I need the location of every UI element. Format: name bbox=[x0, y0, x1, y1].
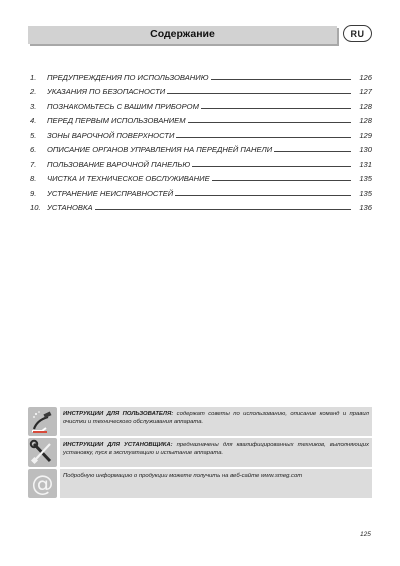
at-sign-icon bbox=[28, 469, 57, 498]
toc-number: 1. bbox=[30, 72, 37, 82]
toc-number: 3. bbox=[30, 101, 37, 111]
toc-number: 9. bbox=[30, 188, 37, 198]
toc-page-number: 135 bbox=[359, 188, 372, 198]
toc-title: ПОЛЬЗОВАНИЕ ВАРОЧНОЙ ПАНЕЛЬЮ bbox=[47, 159, 191, 169]
toc-title: ПОЗНАКОМЬТЕСЬ С ВАШИМ ПРИБОРОМ bbox=[47, 101, 199, 111]
tools-icon bbox=[28, 438, 57, 467]
toc-row bbox=[30, 96, 372, 111]
toc-leader bbox=[212, 180, 351, 181]
toc-leader bbox=[167, 93, 351, 94]
toc-number: 8. bbox=[30, 174, 37, 183]
toc-leader bbox=[175, 195, 351, 196]
toc-number: 4. bbox=[30, 116, 37, 125]
toc-number: 6. bbox=[30, 145, 37, 154]
page-number: 125 bbox=[360, 531, 371, 538]
toc-page-number: 135 bbox=[359, 174, 372, 183]
web-info-text: Подробную информацию о продукции можете получить на веб-сайте www.smeg.com bbox=[63, 473, 303, 479]
toc-page-number: 127 bbox=[359, 87, 372, 96]
toc-leader bbox=[176, 137, 351, 138]
toc-title: УСТРАНЕНИЕ НЕИСПРАВНОСТЕЙ bbox=[47, 188, 174, 198]
toc-row bbox=[30, 198, 372, 213]
toc-number: 7. bbox=[30, 159, 37, 169]
toc-leader bbox=[95, 209, 351, 210]
page-title: Содержание bbox=[150, 28, 215, 40]
toc-row bbox=[30, 169, 372, 184]
toc-title: ЧИСТКА И ТЕХНИЧЕСКОЕ ОБСЛУЖИВАНИЕ bbox=[47, 174, 210, 183]
toc-page-number: 131 bbox=[359, 159, 372, 169]
toc-row bbox=[30, 111, 372, 126]
installer-instructions-text: ИНСТРУКЦИИ ДЛЯ УСТАНОВЩИКА: предназначены для квалифицированных техников, выполняющих установку, пуск в эксплуатацию и испытание аппарата. bbox=[63, 442, 369, 457]
web-info-box bbox=[28, 469, 372, 498]
toc-title: ПРЕДУПРЕЖДЕНИЯ ПО ИСПОЛЬЗОВАНИЮ bbox=[47, 72, 209, 82]
user-instructions-text: ИНСТРУКЦИИ ДЛЯ ПОЛЬЗОВАТЕЛЯ: содержат советы по использованию, описание команд и правил очистки и технического обслуживания аппарата. bbox=[63, 411, 369, 426]
toc-row bbox=[30, 154, 372, 169]
language-badge: RU bbox=[343, 25, 372, 42]
toc-leader bbox=[201, 108, 351, 109]
installer-instructions-box bbox=[28, 438, 372, 467]
header-bar bbox=[28, 26, 337, 44]
cleaning-spray-icon bbox=[28, 407, 57, 436]
toc-leader bbox=[188, 122, 351, 123]
toc-row bbox=[30, 82, 372, 97]
svg-text:@: @ bbox=[31, 472, 54, 497]
toc-title: ОПИСАНИЕ ОРГАНОВ УПРАВЛЕНИЯ НА ПЕРЕДНЕЙ ПАНЕЛИ bbox=[47, 145, 273, 154]
toc-row bbox=[30, 183, 372, 198]
table-of-contents bbox=[30, 67, 372, 212]
user-instructions-box bbox=[28, 407, 372, 436]
toc-page-number: 136 bbox=[359, 203, 372, 212]
toc-number: 5. bbox=[30, 130, 37, 140]
toc-page-number: 129 bbox=[359, 130, 372, 140]
toc-row bbox=[30, 140, 372, 155]
toc-title: УСТАНОВКА bbox=[47, 203, 93, 212]
toc-number: 10. bbox=[30, 203, 41, 212]
toc-title: УКАЗАНИЯ ПО БЕЗОПАСНОСТИ bbox=[47, 87, 166, 96]
toc-number: 2. bbox=[30, 87, 37, 96]
toc-leader bbox=[211, 79, 352, 80]
toc-title: ЗОНЫ ВАРОЧНОЙ ПОВЕРХНОСТИ bbox=[47, 130, 175, 140]
toc-title: ПЕРЕД ПЕРВЫМ ИСПОЛЬЗОВАНИЕМ bbox=[47, 116, 186, 125]
toc-leader bbox=[274, 151, 351, 152]
toc-page-number: 128 bbox=[359, 101, 372, 111]
toc-row bbox=[30, 125, 372, 140]
toc-leader bbox=[192, 166, 351, 167]
toc-page-number: 126 bbox=[359, 72, 372, 82]
toc-row bbox=[30, 67, 372, 82]
toc-page-number: 128 bbox=[359, 116, 372, 125]
toc-page-number: 130 bbox=[359, 145, 372, 154]
